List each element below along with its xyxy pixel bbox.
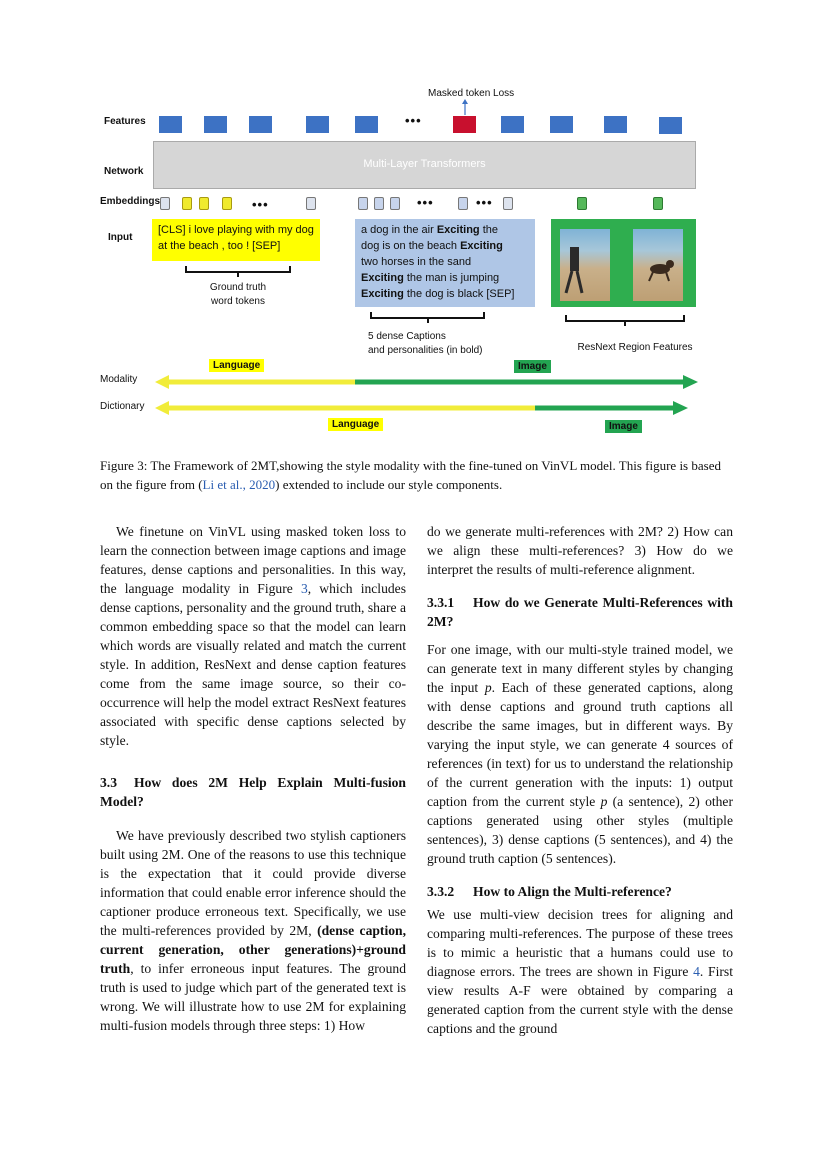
embedding-ellipsis: ••• — [476, 195, 493, 210]
feature-token — [204, 116, 227, 133]
brace-dense — [370, 312, 485, 319]
paragraph: We use multi-view decision trees for aligning and comparing multi-references. The purpose of these trees is to mimic a heuristic that a humans could use to diagnose errors. The trees are shown in Figure 4. First view results A-F were obtained by comparing a generated caption from the current style with the dense captions and the ground — [427, 907, 733, 1036]
feature-token — [306, 116, 329, 133]
label-features: Features — [104, 116, 146, 127]
label-dictionary: Dictionary — [100, 401, 145, 412]
dictionary-language-tag: Language — [328, 418, 383, 431]
brace-ground-truth — [185, 266, 291, 273]
embedding-token — [390, 197, 400, 210]
ground-truth-caption: Ground truth word tokens — [209, 282, 267, 307]
paragraph: We have previously described two stylish captioners built using 2M. One of the reasons to use this technique is the expectation that it could provide diverse information that could enable error inference should the captioner produce erroneous text. Specifically, we use the multi-references provided by 2M, (dense caption, current generation, other generations)+ground truth, to infer erroneous input features. The ground truth is used to judge which part of the generated text is wrong. We will illustrate how to use 2M for explaining multi-fusion models through three steps: 1) How — [100, 828, 406, 1033]
feature-token — [501, 116, 524, 133]
subsection-heading: 3.3.2 How to Align the Multi-reference? — [427, 884, 672, 899]
dense-caption-line: Exciting the man is jumping — [361, 272, 500, 284]
feature-token — [249, 116, 272, 133]
framework-figure — [0, 0, 827, 450]
embedding-token — [306, 197, 316, 210]
feature-token — [355, 116, 378, 133]
figure-ref-link[interactable]: 3 — [300, 581, 308, 596]
embedding-token — [199, 197, 209, 210]
region-photo-person — [560, 229, 610, 301]
up-arrow-icon — [460, 99, 470, 115]
features-ellipsis: ••• — [405, 113, 422, 128]
embedding-token — [182, 197, 192, 210]
label-input: Input — [108, 232, 133, 243]
dictionary-image-tag: Image — [605, 420, 642, 433]
resnext-label: ResNext Region Features — [577, 342, 693, 353]
dense-caption-line: a dog in the air Exciting the — [361, 224, 498, 236]
label-modality: Modality — [100, 374, 138, 385]
subsection-heading: 3.3.1 How do we Generate Multi-References with 2M? — [427, 595, 733, 629]
embedding-token — [358, 197, 368, 210]
embedding-token — [458, 197, 468, 210]
embedding-token — [222, 197, 232, 210]
label-embeddings: Embeddings — [100, 196, 161, 207]
left-column — [100, 522, 406, 1035]
feature-token — [550, 116, 573, 133]
embedding-ellipsis: ••• — [252, 197, 269, 212]
dense-caption-line: two horses in the sand — [361, 256, 472, 268]
embedding-ellipsis: ••• — [417, 195, 434, 210]
feature-token — [604, 116, 627, 133]
embedding-token — [653, 197, 663, 210]
citation-link[interactable]: Li et al., 2020 — [202, 477, 276, 492]
masked-feature-token — [453, 116, 476, 133]
masked-loss-label: Masked token Loss — [428, 88, 515, 99]
feature-token — [659, 117, 682, 134]
figure-ref-link[interactable]: 4 — [693, 964, 700, 979]
paragraph: do we generate multi-references with 2M? 2) How can we align these multi-references? 3) How do we interpret the results of multi-reference alignment. — [427, 524, 733, 577]
region-photo-dog — [633, 229, 683, 301]
figure-caption: Figure 3: The Framework of 2MT,showing the style modality with the fine-tuned on VinVL model. This figure is based on the figure from (Li et al., 2020) extended to include our style components. — [100, 458, 721, 492]
modality-image-tag: Image — [514, 360, 551, 373]
section-heading: 3.3 How does 2M Help Explain Multi-fusion Model? — [100, 775, 406, 809]
dense-caption-label: 5 dense Captions and personalities (in bold) — [368, 331, 483, 356]
embedding-token — [577, 197, 587, 210]
dense-caption-line: dog is on the beach Exciting — [361, 240, 503, 252]
transformer-block: Multi-Layer Transformers — [153, 141, 696, 189]
brace-resnext — [565, 315, 685, 322]
ground-truth-input: [CLS] i love playing with my dog at the beach , too ! [SEP] — [152, 219, 320, 261]
right-column — [427, 522, 733, 1038]
embedding-token — [503, 197, 513, 210]
paragraph: For one image, with our multi-style trained model, we can generate text in many different styles by changing the input p. Each of these generated captions, along with dense captions and ground truth captions all describe the same images, but in different ways. By varying the input style, we can generate 4 sources of references (in text) for us to understand the relationship of the current generation with the inputs: 1) output caption from the current style p (a sentence), 2) other captions generated using other styles (multiple sentences), 3) dense captions (5 sentences), and 4) the ground truth caption (5 sentences). — [427, 642, 733, 866]
label-network: Network — [104, 166, 144, 177]
dense-captions-input — [355, 219, 535, 307]
embedding-token — [160, 197, 170, 210]
dictionary-arrow — [155, 400, 690, 416]
embedding-token — [374, 197, 384, 210]
feature-token — [159, 116, 182, 133]
paragraph: We finetune on VinVL using masked token loss to learn the connection between image captions and image features, dense captions and personalities. In this way, the language modality in Figure 3, which includes dense captions, personality and the ground truth, share a common embedding space so that the model can learn which words are visually related and match the current style. In addition, ResNext and dense caption features come from the same image source, so their co-occurrence will help the model extract ResNext features associated with specific dense captions selected by style. — [100, 524, 407, 748]
modality-language-tag: Language — [209, 359, 264, 372]
dense-caption-line: Exciting the dog is black [SEP] — [361, 288, 515, 300]
region-features-input — [551, 219, 696, 307]
modality-arrow — [155, 374, 700, 390]
